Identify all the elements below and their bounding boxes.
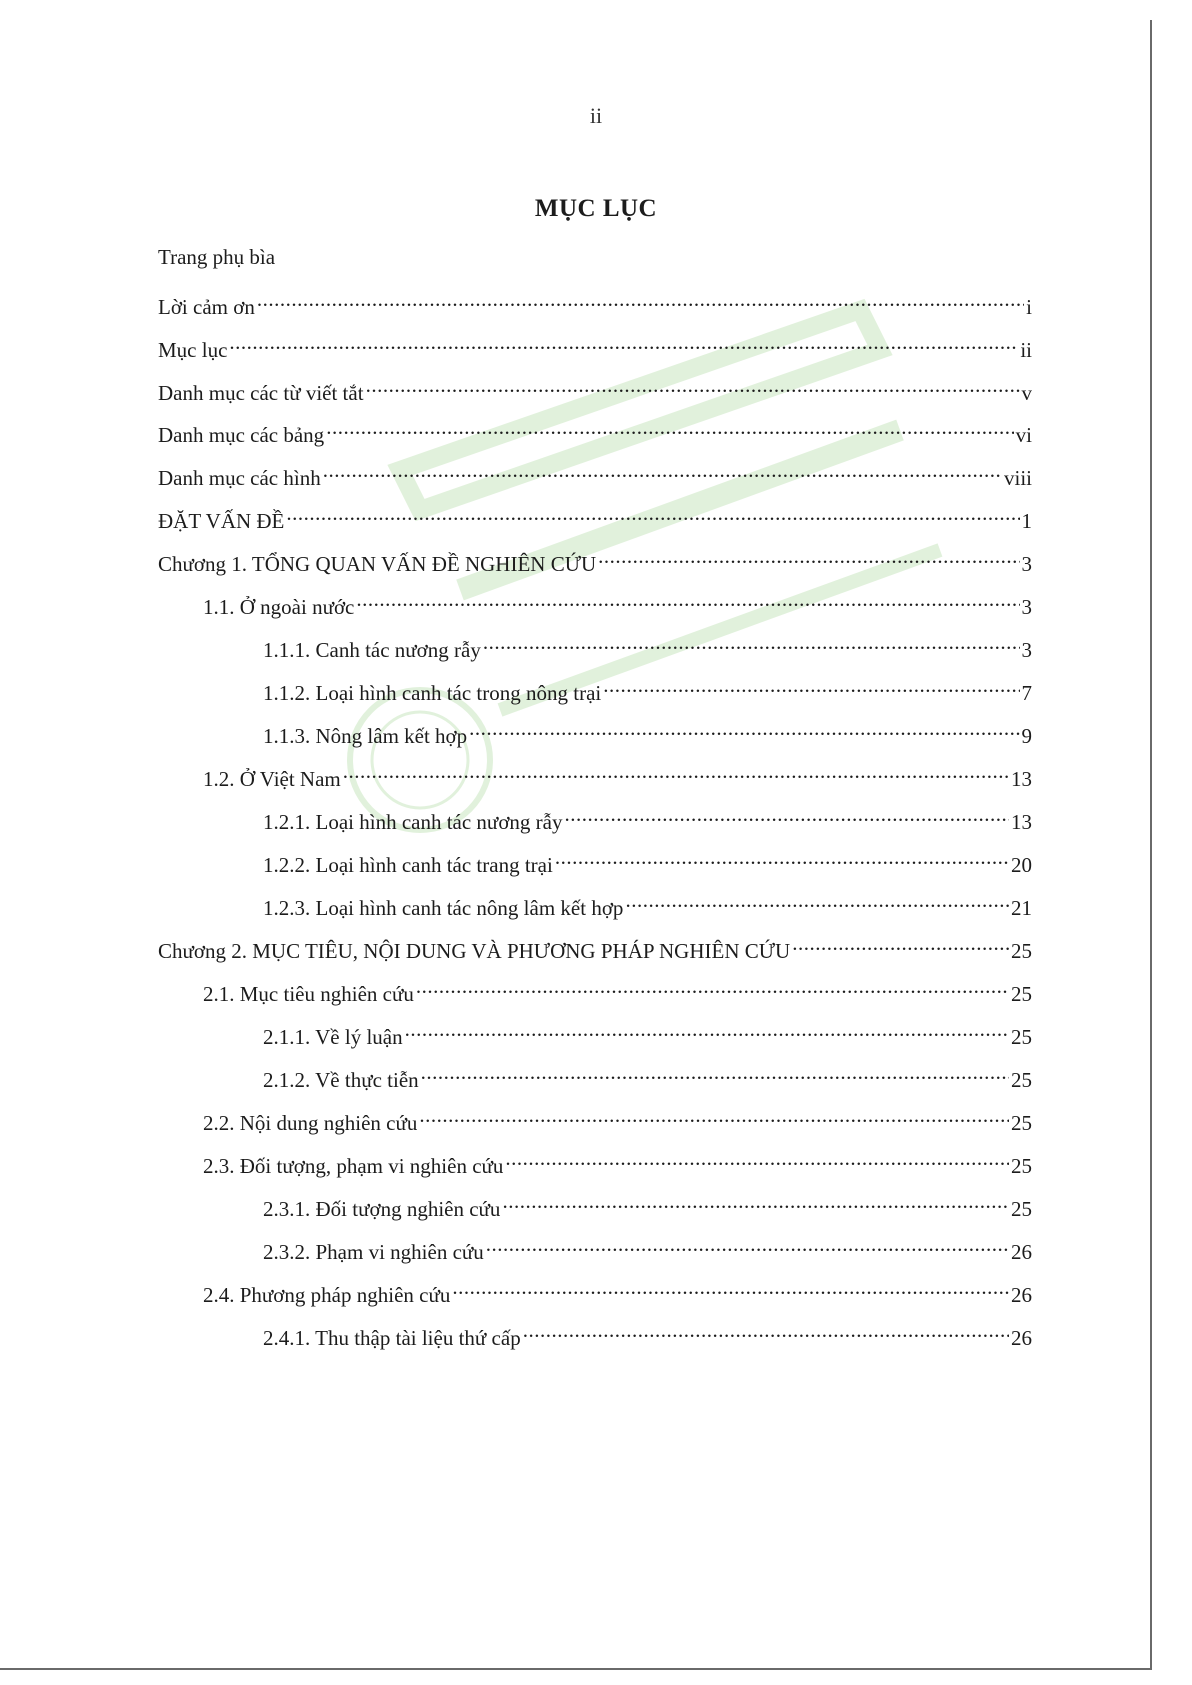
toc-entry-1-1-1[interactable] xyxy=(263,627,1032,662)
toc-entry-1-2-2[interactable] xyxy=(263,842,1032,877)
toc-leader-dots xyxy=(421,1057,1009,1087)
toc-entry-label: 2.4. Phương pháp nghiên cứu xyxy=(203,1283,451,1307)
page-border-right xyxy=(1150,20,1152,1668)
toc-leader-dots xyxy=(286,498,1019,528)
toc-entry-page: 25 xyxy=(1011,1197,1032,1221)
toc-entry-1-2-1[interactable] xyxy=(263,799,1032,834)
toc-entry-label: 2.3.2. Phạm vi nghiên cứu xyxy=(263,1240,484,1264)
toc-entry-page: 3 xyxy=(1021,552,1032,576)
toc-entry-page: 25 xyxy=(1011,939,1032,963)
toc-entry-2-1-2[interactable] xyxy=(263,1057,1032,1092)
toc-entry-page: 1 xyxy=(1021,509,1032,533)
toc-entry-page: 25 xyxy=(1011,1068,1032,1092)
toc-entry-label: Lời cảm ơn xyxy=(158,295,255,319)
page-title: MỤC LỤC xyxy=(534,195,658,222)
toc-leader-dots xyxy=(625,885,1009,915)
toc-entry-label: 2.1.1. Về lý luận xyxy=(263,1025,403,1049)
toc-leader-dots xyxy=(505,1143,1009,1173)
toc-entry-label: 1.1. Ở ngoài nước xyxy=(203,595,355,619)
toc-entry-label: 2.1.2. Về thực tiễn xyxy=(263,1068,419,1092)
toc-entry-label: 1.1.2. Loại hình canh tác trong nông trại xyxy=(263,681,602,705)
toc-entry-page: ii xyxy=(1020,338,1032,362)
toc-entry-label: 1.1.3. Nông lâm kết hợp xyxy=(263,724,468,748)
toc-entry-label: 2.4.1. Thu thập tài liệu thứ cấp xyxy=(263,1326,521,1350)
toc-entry-2-4-1[interactable] xyxy=(263,1315,1032,1350)
toc-entry-label: 1.1.1. Canh tác nương rẫy xyxy=(263,638,481,662)
toc-entry-list-of-figures[interactable] xyxy=(158,455,1032,490)
toc-entry-2-3[interactable] xyxy=(203,1143,1032,1178)
toc-leader-dots xyxy=(343,756,1009,786)
toc-entry-label: 1.2.1. Loại hình canh tác nương rẫy xyxy=(263,810,563,834)
toc-entry-label: Danh mục các bảng xyxy=(158,423,325,447)
toc-entry-page: 25 xyxy=(1011,1111,1032,1135)
toc-entry-page: 20 xyxy=(1011,853,1032,877)
toc-entry-2-2[interactable] xyxy=(203,1100,1032,1135)
toc-entry-label: Mục lục xyxy=(158,338,228,362)
toc-entry-2-1[interactable] xyxy=(203,971,1032,1006)
toc-entry-page: viii xyxy=(1003,466,1032,490)
toc-leader-dots xyxy=(565,799,1010,829)
toc-entry-label: 2.2. Nội dung nghiên cứu xyxy=(203,1111,418,1135)
toc-entry-page: 3 xyxy=(1021,595,1032,619)
toc-entry-page: 25 xyxy=(1011,1025,1032,1049)
toc-leader-dots xyxy=(229,327,1018,357)
toc-leader-dots xyxy=(405,1014,1009,1044)
toc-entry-page: 13 xyxy=(1011,767,1032,791)
toc-entry-page: 9 xyxy=(1021,724,1032,748)
toc-entry-1-2[interactable] xyxy=(203,756,1032,791)
toc-entry-1-1-2[interactable] xyxy=(263,670,1032,705)
toc-entry-page: 25 xyxy=(1011,1154,1032,1178)
toc-leader-dots xyxy=(366,370,1020,400)
toc-leader-dots xyxy=(523,1315,1009,1345)
toc-entry-1-2-3[interactable] xyxy=(263,885,1032,920)
toc-entry-contents[interactable] xyxy=(158,327,1032,362)
toc-leader-dots xyxy=(257,284,1024,314)
toc-entry-label: 2.1. Mục tiêu nghiên cứu xyxy=(203,982,414,1006)
toc-entry-1-1[interactable] xyxy=(203,584,1032,619)
toc-entry-abbreviations[interactable] xyxy=(158,370,1032,405)
toc-entry-label: 2.3. Đối tượng, phạm vi nghiên cứu xyxy=(203,1154,504,1178)
toc-leader-dots xyxy=(486,1229,1009,1259)
toc-entry-page: 26 xyxy=(1011,1326,1032,1350)
toc-entry-chapter-1[interactable] xyxy=(158,541,1032,576)
toc-leader-dots xyxy=(419,1100,1009,1130)
toc-entry-label: 1.2.3. Loại hình canh tác nông lâm kết hợp xyxy=(263,896,624,920)
toc-entry-2-1-1[interactable] xyxy=(263,1014,1032,1049)
toc-entry-list-of-tables[interactable] xyxy=(158,412,1032,447)
toc-leader-dots xyxy=(452,1272,1009,1302)
toc-leader-dots xyxy=(416,971,1009,1001)
toc-entry-chapter-2[interactable] xyxy=(158,928,1032,963)
toc-leader-dots xyxy=(792,928,1009,958)
toc-entry-label: Danh mục các từ viết tắt xyxy=(158,381,364,405)
toc-entry-label: 2.3.1. Đối tượng nghiên cứu xyxy=(263,1197,501,1221)
toc-entry-page: 3 xyxy=(1021,638,1032,662)
toc-entry-page: 25 xyxy=(1011,982,1032,1006)
toc-entry-introduction[interactable] xyxy=(158,498,1032,533)
toc-entry-page: 13 xyxy=(1011,810,1032,834)
page-border-bottom xyxy=(0,1668,1152,1670)
toc-leader-dots xyxy=(598,541,1019,571)
toc-entry-label: Danh mục các hình xyxy=(158,466,321,490)
toc-entry-label: 1.2.2. Loại hình canh tác trang trại xyxy=(263,853,553,877)
toc-entry-label: Trang phụ bìa xyxy=(158,245,276,269)
toc-entry-page: 26 xyxy=(1011,1240,1032,1264)
toc-entry-page: i xyxy=(1026,295,1032,319)
toc-leader-dots xyxy=(603,670,1019,700)
toc-leader-dots xyxy=(326,412,1013,442)
toc-entry-2-3-2[interactable] xyxy=(263,1229,1032,1264)
toc-leader-dots xyxy=(356,584,1019,614)
toc-entry-page: 26 xyxy=(1011,1283,1032,1307)
toc-leader-dots xyxy=(555,842,1009,872)
page-number: ii xyxy=(589,103,603,128)
toc-entry-page: 7 xyxy=(1021,681,1032,705)
toc-entry-cover[interactable] xyxy=(158,242,1032,272)
toc-leader-dots xyxy=(323,455,1002,485)
toc-leader-dots xyxy=(502,1186,1009,1216)
toc-entry-label: 1.2. Ở Việt Nam xyxy=(203,767,341,791)
toc-entry-acknowledgements[interactable] xyxy=(158,284,1032,319)
toc-entry-label: ĐẶT VẤN ĐỀ xyxy=(158,509,285,533)
toc-entry-label: Chương 1. TỔNG QUAN VẤN ĐỀ NGHIÊN CỨU xyxy=(158,552,597,576)
toc-entry-label: Chương 2. MỤC TIÊU, NỘI DUNG VÀ PHƯƠNG PHÁP NGHIÊN CỨU xyxy=(158,939,791,963)
toc-entry-page: 21 xyxy=(1011,896,1032,920)
toc-entry-1-1-3[interactable] xyxy=(263,713,1032,748)
toc-entry-page: vi xyxy=(1015,423,1032,447)
toc-entry-2-3-1[interactable] xyxy=(263,1186,1032,1221)
toc-leader-dots xyxy=(483,627,1020,657)
toc-entry-page: v xyxy=(1021,381,1032,405)
toc-entry-2-4[interactable] xyxy=(203,1272,1032,1307)
toc-leader-dots xyxy=(469,713,1019,743)
